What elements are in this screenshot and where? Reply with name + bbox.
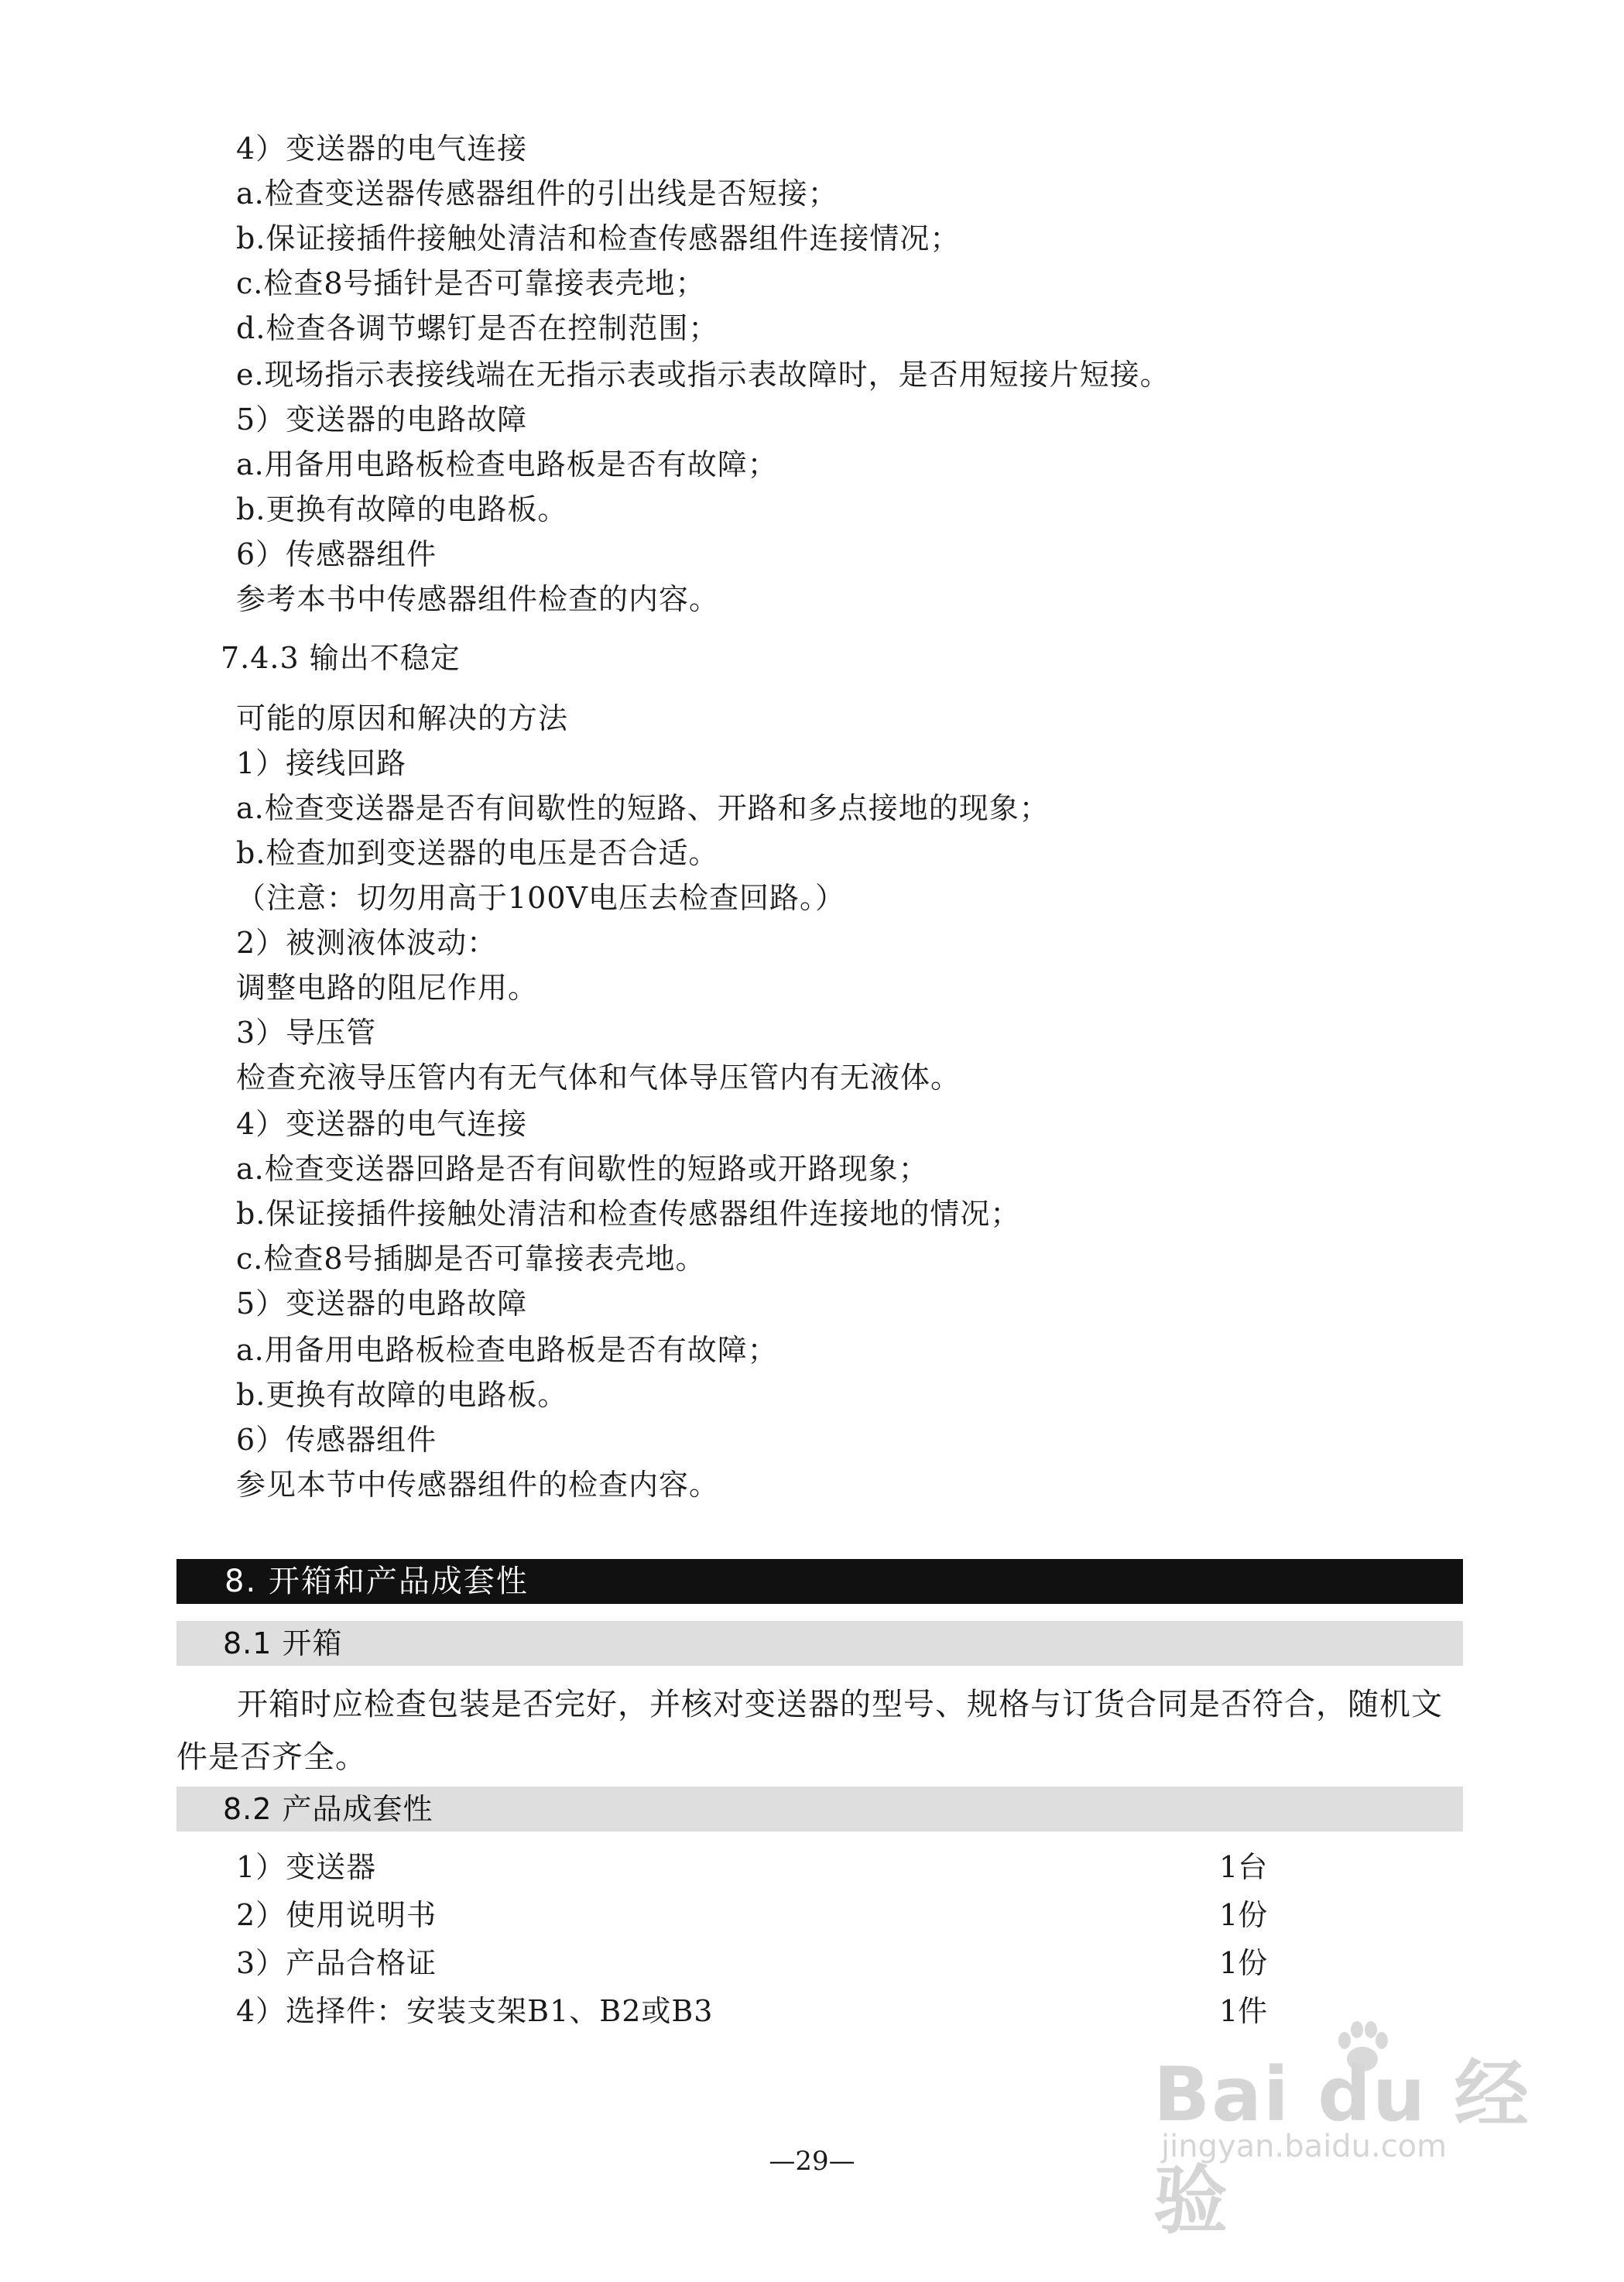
text-line: 4）变送器的电气连接 (236, 132, 528, 166)
text-line: b.保证接插件接触处清洁和检查传感器组件连接地的情况； (236, 1197, 1021, 1231)
item-name: 2）使用说明书 (236, 1898, 437, 1932)
text-line: b.更换有故障的电路板。 (236, 1378, 568, 1412)
section-8-1-paragraph: 开箱时应检查包装是否完好，并核对变送器的型号、规格与订货合同是否符合，随机文件是否齐全。 (176, 1687, 1443, 1775)
text-line: 6）传感器组件 (236, 537, 437, 571)
text-line: b.检查加到变送器的电压是否合适。 (236, 836, 719, 870)
section-8-1-heading: 8.1 开箱 (176, 1621, 1463, 1666)
text-line: 调整电路的阻尼作用。 (236, 971, 539, 1005)
text-line: c.检查8号插针是否可靠接表壳地； (236, 266, 706, 300)
section-heading-7-4-3: 7.4.3 输出不稳定 (221, 641, 461, 675)
text-line: d.检查各调节螺钉是否在控制范围； (236, 311, 719, 345)
text-line: a.检查变送器是否有间歇性的短路、开路和多点接地的现象； (236, 791, 1050, 825)
text-line: 3）导压管 (236, 1016, 377, 1050)
page-number: —29— (769, 2146, 855, 2177)
text-line: b.保证接插件接触处清洁和检查传感器组件连接情况； (236, 221, 961, 255)
watermark-url: jingyan.baidu.com (1161, 2129, 1448, 2164)
text-line: a.用备用电路板检查电路板是否有故障； (236, 447, 778, 481)
item-name: 4）选择件：安装支架B1、B2或B3 (236, 1994, 714, 2028)
item-qty: 1份 (1219, 1946, 1268, 1980)
section-8-2-heading: 8.2 产品成套性 (176, 1787, 1463, 1831)
item-name: 3）产品合格证 (236, 1946, 437, 1980)
watermark-logo-text: Bai du 经验 (1153, 2051, 1530, 2244)
text-line: 检查充液导压管内有无气体和气体导压管内有无液体。 (236, 1060, 961, 1095)
text-line: a.检查变送器传感器组件的引出线是否短接； (236, 176, 838, 211)
text-line: a.检查变送器回路是否有间歇性的短路或开路现象； (236, 1152, 929, 1186)
item-name: 1）变送器 (236, 1850, 377, 1884)
text-line: b.更换有故障的电路板。 (236, 492, 568, 526)
item-qty: 1件 (1219, 1994, 1268, 2028)
text-line: 2）被测液体波动： (236, 926, 498, 960)
text-line: （注意：切勿用高于100V电压去检查回路。） (236, 881, 845, 915)
item-qty: 1台 (1219, 1850, 1268, 1884)
text-line: 5）变送器的电路故障 (236, 403, 528, 437)
text-line: 6）传感器组件 (236, 1423, 437, 1457)
text-line: 4）变送器的电气连接 (236, 1107, 528, 1141)
text-line: 参考本书中传感器组件检查的内容。 (236, 582, 720, 616)
item-qty: 1份 (1219, 1898, 1268, 1932)
text-line: c.检查8号插脚是否可靠接表壳地。 (236, 1242, 706, 1276)
text-line: e.现场指示表接线端在无指示表或指示表故障时，是否用短接片短接。 (236, 358, 1170, 392)
text-line: 1）接线回路 (236, 746, 407, 780)
section-8-heading: 8. 开箱和产品成套性 (176, 1559, 1463, 1604)
text-line: a.用备用电路板检查电路板是否有故障； (236, 1333, 778, 1367)
text-line: 5）变送器的电路故障 (236, 1287, 528, 1321)
text-line: 参见本节中传感器组件的检查内容。 (236, 1468, 720, 1502)
text-line: 可能的原因和解决的方法 (236, 701, 569, 735)
